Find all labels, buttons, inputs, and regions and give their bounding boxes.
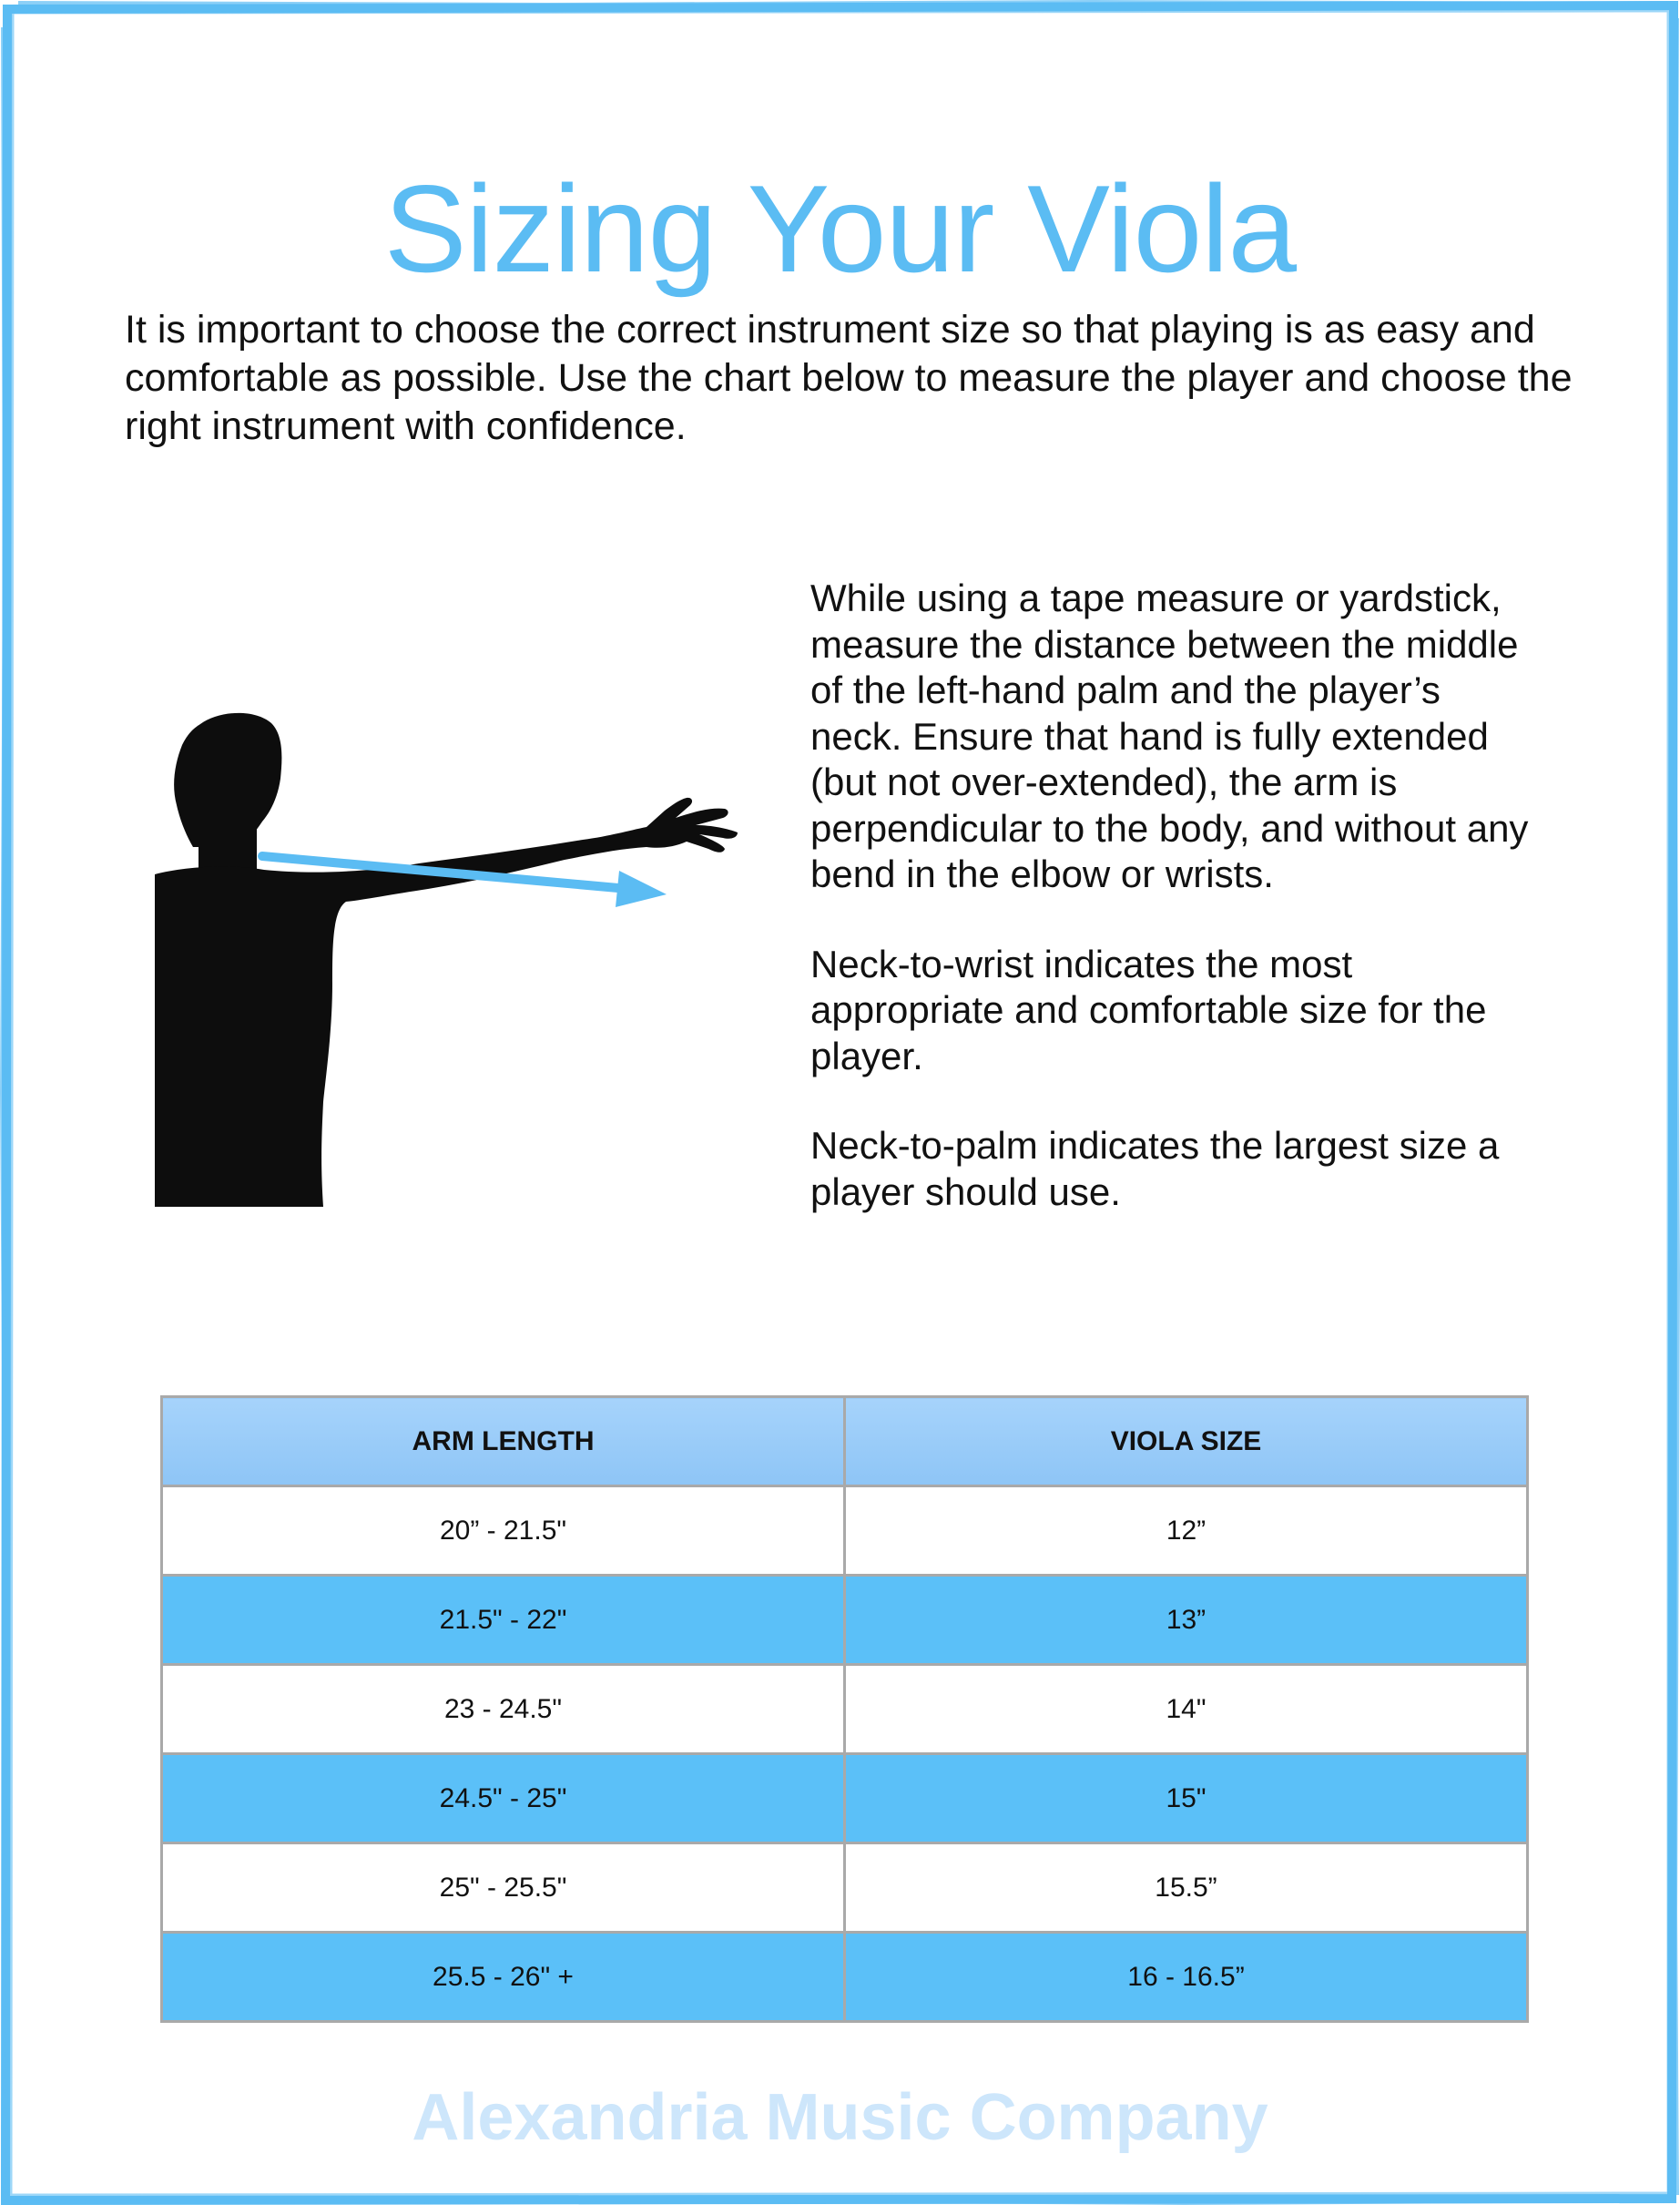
arm-length-cell: 20” - 21.5" xyxy=(162,1486,845,1576)
viola-size-cell: 12” xyxy=(845,1486,1528,1576)
table-row xyxy=(162,1486,1528,1576)
column-header-viola-size: VIOLA SIZE xyxy=(845,1397,1528,1486)
arm-length-cell: 23 - 24.5" xyxy=(162,1665,845,1754)
table-row xyxy=(162,1933,1528,2022)
arm-length-cell: 25.5 - 26" + xyxy=(162,1933,845,2022)
viola-size-cell: 15.5” xyxy=(845,1843,1528,1933)
instruction-paragraph: While using a tape measure or yardstick, measure the distance between the middle of the left-hand palm and the player’s neck. Ensure that hand is fully extended (but not over-extended), the arm is perpendicular to the body, and without any bend in the elbow or wrists. xyxy=(810,577,1529,895)
table-header-row xyxy=(162,1397,1528,1486)
arm-length-cell: 21.5" - 22" xyxy=(162,1576,845,1665)
arm-length-cell: 25" - 25.5" xyxy=(162,1843,845,1933)
table-row xyxy=(162,1665,1528,1754)
viola-size-cell: 14" xyxy=(845,1665,1528,1754)
measurement-instructions xyxy=(810,576,1539,1259)
viola-size-cell: 15" xyxy=(845,1754,1528,1843)
column-header-arm-length: ARM LENGTH xyxy=(162,1397,845,1486)
viola-size-cell: 13” xyxy=(845,1576,1528,1665)
viola-size-cell: 16 - 16.5” xyxy=(845,1933,1528,2022)
viola-sizing-table xyxy=(160,1395,1529,2023)
table-row xyxy=(162,1576,1528,1665)
company-name-footer: Alexandria Music Company xyxy=(412,2081,1268,2154)
instruction-paragraph: Neck-to-wrist indicates the most appropriate and comfortable size for the player. xyxy=(810,942,1487,1077)
arm-measurement-silhouette-icon xyxy=(155,710,738,1207)
table-row xyxy=(162,1754,1528,1843)
intro-paragraph: It is important to choose the correct instrument size so that playing is as easy and comfortable as possible. Use the chart below to measure the player and choose the right instrument with confidence. xyxy=(125,308,1573,448)
instruction-paragraph: Neck-to-palm indicates the largest size a player should use. xyxy=(810,1124,1500,1213)
page-title: Sizing Your Viola xyxy=(383,159,1297,299)
table-row xyxy=(162,1843,1528,1933)
arm-length-cell: 24.5" - 25" xyxy=(162,1754,845,1843)
